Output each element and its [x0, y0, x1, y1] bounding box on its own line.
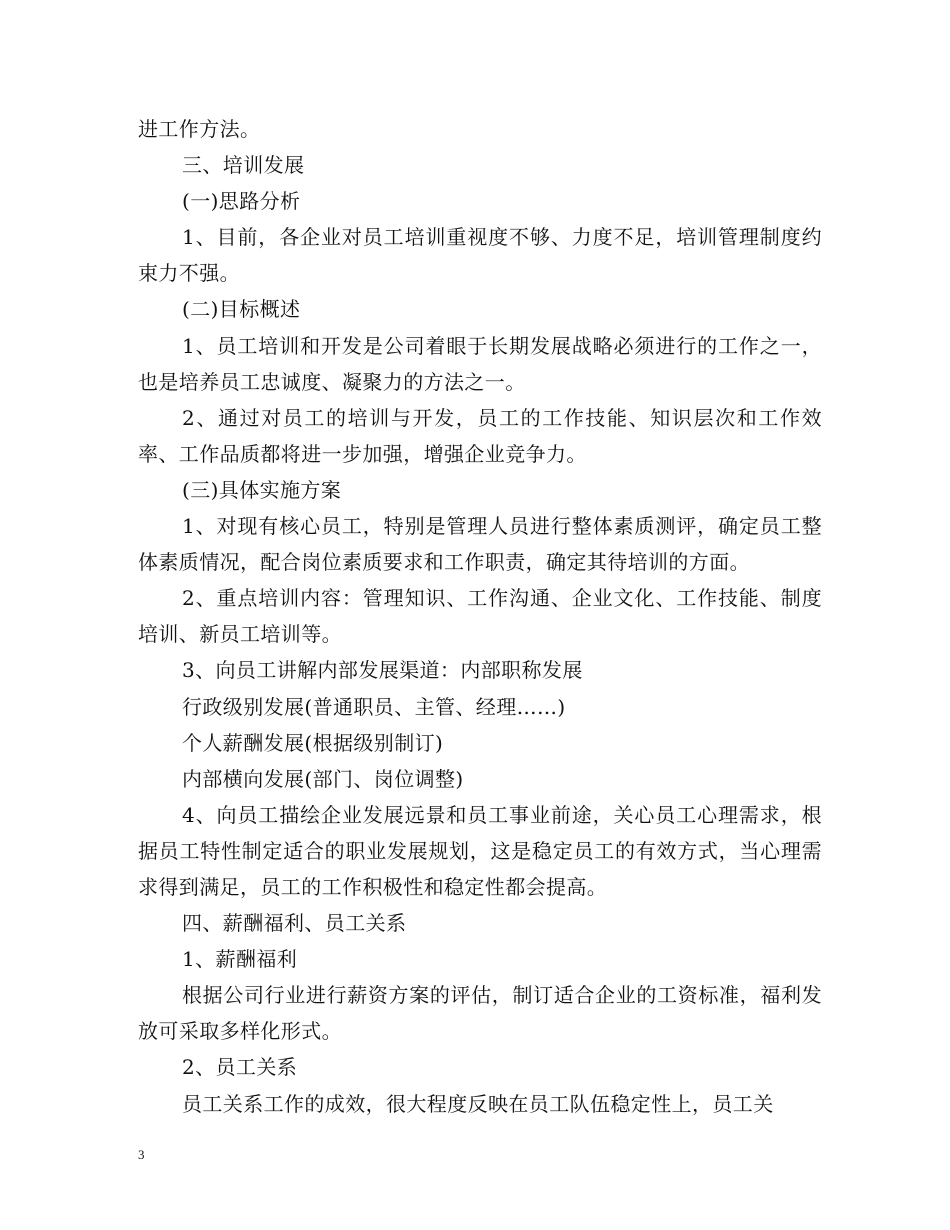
list-item: 个人薪酬发展(根据级别制订) — [182, 730, 444, 755]
paragraph: 员工关系工作的成效，很大程度反映在员工队伍稳定性上，员工关 — [182, 1091, 774, 1116]
paragraph: 1、目前，各企业对员工培训重视度不够、力度不足，培训管理制度约束力不强。 — [138, 225, 822, 286]
paragraph: 1、对现有核心员工，特别是管理人员进行整体素质测评，确定员工整体素质情况，配合岗位素质要求和工作职责，确定其待培训的方面。 — [138, 514, 822, 575]
document-body — [138, 111, 822, 1122]
subsection-heading: 1、薪酬福利 — [182, 947, 298, 972]
page-number: 3 — [138, 1147, 145, 1162]
paragraph: 根据公司行业进行薪资方案的评估，制订适合企业的工资标准，福利发放可采取多样化形式。 — [138, 983, 822, 1044]
paragraph: 进工作方法。 — [138, 117, 261, 141]
paragraph: 2、通过对员工的培训与开发，员工的工作技能、知识层次和工作效率、工作品质都将进一步加强，增强企业竞争力。 — [138, 405, 822, 466]
paragraph: 3、向员工讲解内部发展渠道：内部职称发展 — [182, 658, 583, 683]
paragraph: 4、向员工描绘企业发展远景和员工事业前途，关心员工心理需求，根据员工特性制定适合的职业发展规划，这是稳定员工的有效方式，当心理需求得到满足，员工的工作积极性和稳定性都会提高。 — [138, 802, 822, 899]
list-item: 行政级别发展(普通职员、主管、经理……) — [182, 694, 566, 719]
subsection-heading: (一)思路分析 — [182, 189, 301, 214]
subsection-heading: (三)具体实施方案 — [182, 477, 342, 502]
section-heading: 三、培训发展 — [182, 153, 305, 178]
section-heading: 四、薪酬福利、员工关系 — [182, 911, 407, 936]
list-item: 内部横向发展(部门、岗位调整) — [182, 766, 464, 791]
subsection-heading: (二)目标概述 — [182, 297, 301, 322]
subsection-heading: 2、员工关系 — [182, 1055, 298, 1080]
paragraph: 1、员工培训和开发是公司着眼于长期发展战略必须进行的工作之一，也是培养员工忠诚度、凝聚力的方法之一。 — [138, 333, 822, 394]
paragraph: 2、重点培训内容：管理知识、工作沟通、企业文化、工作技能、制度培训、新员工培训等。 — [138, 586, 822, 647]
